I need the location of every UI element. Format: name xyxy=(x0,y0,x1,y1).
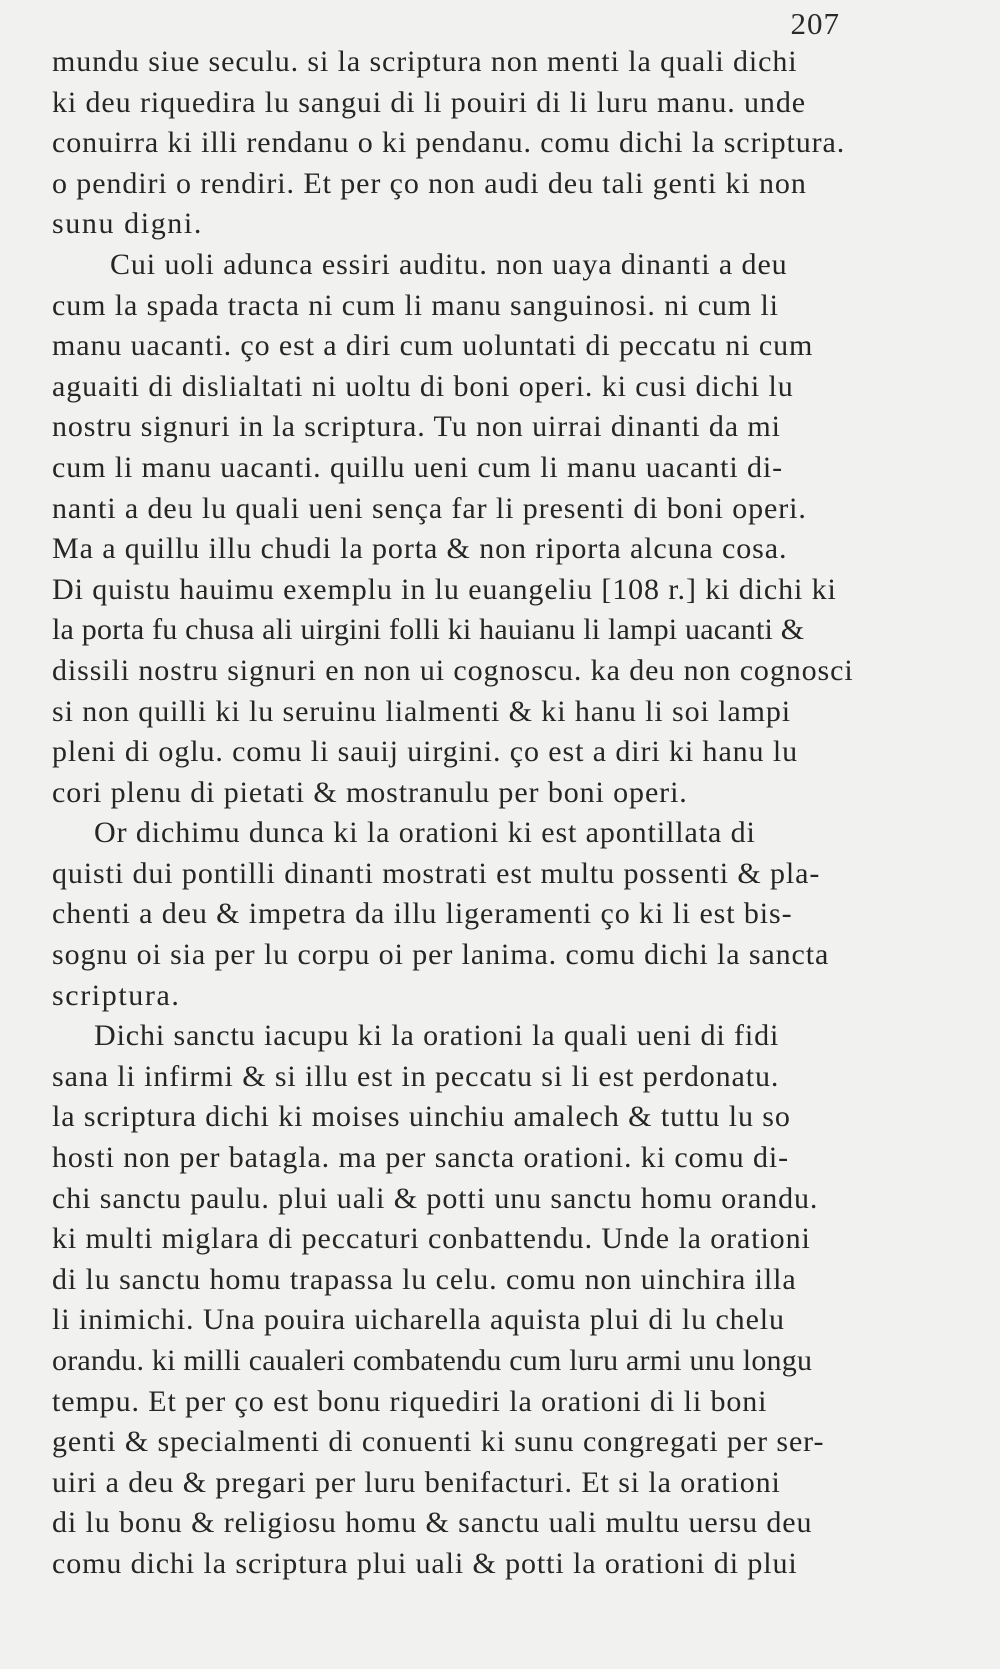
text-line: cum la spada tracta ni cum li manu sanguinosi. ni cum li xyxy=(52,288,779,322)
text-line: mundu siue seculu. si la scriptura non menti la quali dichi xyxy=(52,45,798,78)
text-line: uiri a deu & pregari per luru benifacturi. Et si la orationi xyxy=(52,1465,781,1499)
text-line: manu uacanti. ço est a diri cum uoluntati di peccatu ni cum xyxy=(52,329,814,363)
text-line: Di quistu hauimu exemplu in lu euangeliu [108 r.] ki dichi ki xyxy=(52,572,837,606)
text-line: Ma a quillu illu chudi la porta & non riporta alcuna cosa. xyxy=(52,532,788,566)
text-line: nanti a deu lu quali ueni sença far li presenti di boni operi. xyxy=(52,491,807,525)
text-line: o pendiri o rendiri. Et per ço non audi deu tali genti ki non xyxy=(52,166,807,200)
text-line: la porta fu chusa ali uirgini folli ki hauianu li lampi uacanti & xyxy=(52,613,805,647)
text-line: comu dichi la scriptura plui uali & potti la orationi di plui xyxy=(52,1546,798,1580)
text-line: sognu oi sia per lu corpu oi per lanima. comu dichi la sancta xyxy=(52,938,830,972)
paragraph-start-line: Or dichimu dunca ki la orationi ki est apontillata di xyxy=(94,816,756,850)
text-line: li inimichi. Una pouira uicharella aquista plui di lu chelu xyxy=(52,1303,785,1337)
text-line: ki deu riquedira lu sangui di li pouiri di li luru manu. unde xyxy=(52,85,806,119)
text-line: cum li manu uacanti. quillu ueni cum li manu uacanti di- xyxy=(52,450,784,484)
text-line: chi sanctu paulu. plui uali & potti unu sanctu homu orandu. xyxy=(52,1181,819,1215)
paragraph-start-line: Cui uoli adunca essiri auditu. non uaya dinanti a deu xyxy=(110,247,788,281)
text-line: quisti dui pontilli dinanti mostrati est multu possenti & pla- xyxy=(52,856,821,890)
text-line: di lu bonu & religiosu homu & sanctu uali multu uersu deu xyxy=(52,1506,813,1540)
paragraph-start-line: Dichi sanctu iacupu ki la orationi la quali ueni di fidi xyxy=(94,1019,780,1053)
text-body xyxy=(52,42,902,1585)
text-line: pleni di oglu. comu li sauij uirgini. ço est a diri ki hanu lu xyxy=(52,735,798,769)
text-line: la scriptura dichi ki moises uinchiu amalech & tuttu lu so xyxy=(52,1100,791,1134)
text-line: chenti a deu & impetra da illu ligeramenti ço ki li est bis- xyxy=(52,897,793,931)
text-line: sunu digni. xyxy=(52,207,203,241)
text-line: cori plenu di pietati & mostranulu per boni operi. xyxy=(52,775,688,809)
text-line: si non quilli ki lu seruinu lialmenti & ki hanu li soi lampi xyxy=(52,694,791,728)
text-line: nostru signuri in la scriptura. Tu non uirrai dinanti da mi xyxy=(52,410,781,444)
text-line: conuirra ki illi rendanu o ki pendanu. comu dichi la scriptura. xyxy=(52,126,846,160)
text-line: tempu. Et per ço est bonu riquediri la orationi di li boni xyxy=(52,1384,768,1418)
text-line: scriptura. xyxy=(52,978,181,1012)
text-line: sana li infirmi & si illu est in peccatu si li est perdonatu. xyxy=(52,1059,780,1093)
text-line: aguaiti di dislialtati ni uoltu di boni operi. ki cusi dichi lu xyxy=(52,369,794,403)
text-line: di lu sanctu homu trapassa lu celu. comu non uinchira illa xyxy=(52,1262,797,1296)
text-line: hosti non per batagla. ma per sancta orationi. ki comu di- xyxy=(52,1141,789,1175)
text-line: genti & specialmenti di conuenti ki sunu congregati per ser- xyxy=(52,1425,825,1459)
page-number: 207 xyxy=(790,6,840,41)
text-line: orandu. ki milli caualeri combatendu cum luru armi unu longu xyxy=(52,1344,813,1377)
text-line: dissili nostru signuri en non ui cognoscu. ka deu non cognosci xyxy=(52,653,854,687)
text-line: ki multi miglara di peccaturi conbattendu. Unde la orationi xyxy=(52,1222,811,1256)
